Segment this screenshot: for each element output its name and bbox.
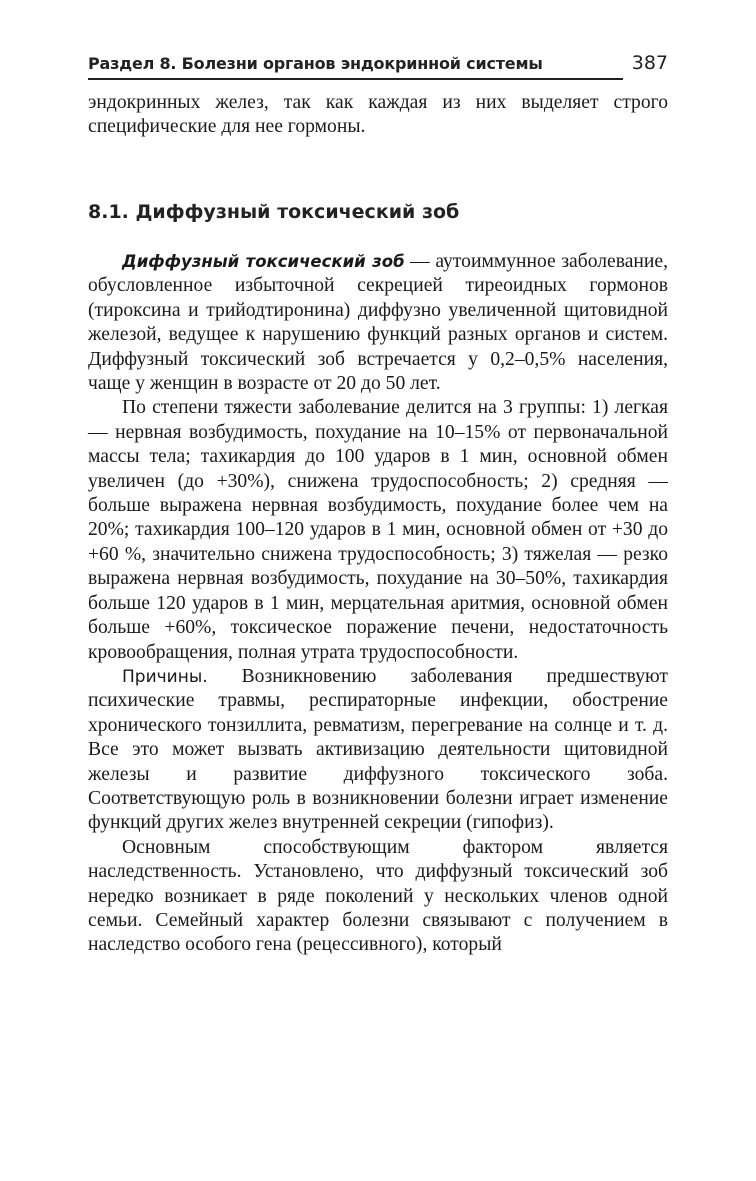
heredity-paragraph (88, 836, 668, 958)
paragraph-text: Основным способствующим фактором является наследственность. Установлено, что диффузный токсический зоб нередко возникает в ряде поколений у нескольких членов одной семьи. Семейный характер болезни связывают с получением в наследство особого гена (рецессивного), который (88, 836, 668, 956)
intro-paragraph (88, 91, 668, 140)
section-heading: 8.1. Диффузный токсический зоб (88, 201, 460, 223)
running-head: Раздел 8. Болезни органов эндокринной системы (88, 54, 543, 73)
page-number: 387 (631, 52, 668, 74)
paragraph-text: Возникновению заболевания предшествуют психические травмы, респираторные инфекции, обострение хронического тонзиллита, ревматизм, перегревание на солнце и т. д. Все это может вызвать активизацию деятельности щитовидной железы и развитие диффузного токсического зоба. Соответствующую роль в возникновении болезни играет изменение функций других желез внутренней секреции (гипофиз). (88, 665, 668, 834)
intro-text: эндокринных желез, так как каждая из них выделяет строго специфические для нее гормоны. (88, 92, 668, 138)
causes-paragraph (88, 665, 668, 836)
paragraph-text: — аутоиммунное заболевание, обусловленное избыточной секрецией тиреоидных гормонов (тироксина и трийодтиронина) диффузно увеличенной щитовидной железой, ведущее к нарушению функций разных органов и систем. Диффузный токсический зоб встречается у 0,2–0,5% населения, чаще у женщин в возрасте от 20 до 50 лет. (88, 251, 668, 395)
section-body (88, 250, 668, 958)
defined-term: Диффузный токсический зоб (122, 252, 405, 271)
header-rule (88, 78, 623, 80)
run-in-heading: Причины. (122, 666, 208, 687)
severity-paragraph (88, 396, 668, 664)
paragraph-text: По степени тяжести заболевание делится на 3 группы: 1) легкая — нервная возбудимость, похудание на 10–15% от первоначальной массы тела; тахикардия до 100 ударов в 1 мин, основной обмен увеличен (до +30%), снижена трудоспособность; 2) средняя — больше выражена нервная возбудимость, похудание более чем на 20%; тахикардия 100–120 ударов в 1 мин, основной обмен от +30 до +60 %, значительно снижена трудоспособность; 3) тяжелая — резко выражена нервная возбудимость, похудание на 30–50%, тахикардия больше 120 ударов в 1 мин, мерцательная аритмия, основной обмен больше +60%, токсическое поражение печени, недостаточность кровообращения, полная утрата трудоспособности. (88, 397, 668, 663)
definition-paragraph (88, 250, 668, 396)
